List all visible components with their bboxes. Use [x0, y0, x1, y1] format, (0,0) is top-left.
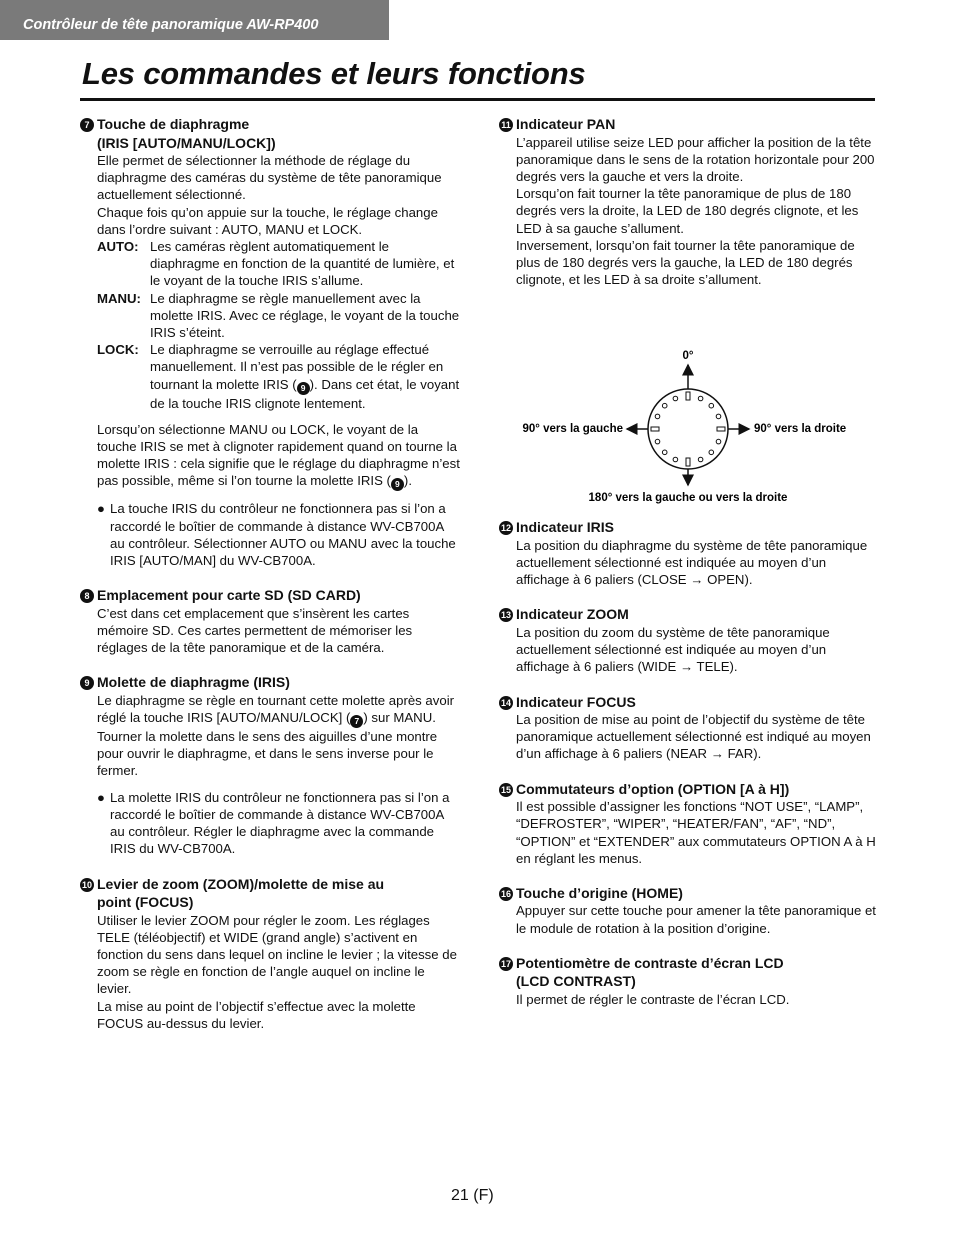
item-number-badge: 11 [499, 118, 513, 132]
heading-line-2: (LCD CONTRAST) [516, 973, 636, 990]
definition-manu [97, 290, 460, 342]
text-part: ) sur MANU. Tourner la molette dans le sens des aiguilles d’une montre pour ouvrir le diaphragme, et dans le sens inverse pour le fermer. [97, 710, 438, 779]
pan-led [662, 404, 667, 409]
text-part: Le diaphragme se règle en tournant cette molette après avoir réglé la touche IRIS [AUTO/MANU/LOCK] ( [97, 692, 455, 726]
reference-badge: 9 [297, 382, 310, 395]
heading-text: Indicateur FOCUS [516, 693, 636, 710]
paragraph [97, 692, 460, 780]
pan-led [651, 427, 659, 431]
bullet-text: La molette IRIS du contrôleur ne fonctionnera pas si l’on a raccordé le boîtier de commande à distance WV-CB700A au contrôleur. Régler le diaphragme avec la commande IRIS du WV-CB700A. [110, 789, 450, 857]
heading-text: Touche d’origine (HOME) [516, 884, 683, 901]
heading-line-2: point (FOCUS) [97, 894, 194, 910]
text-part: ). [403, 473, 412, 489]
pan-led [686, 392, 690, 400]
section-option-switches [499, 780, 879, 867]
item-number-badge: 14 [500, 697, 511, 708]
paragraph: La position de mise au point de l’objectif du système de tête panoramique actuellement sélectionné est indiqué au moyen d’un affichage à 6 paliers (NEAR → FAR). [516, 712, 871, 762]
paragraph: La position du diaphragme du système de tête panoramique actuellement sélectionné est indiquée au moyen d’un affichage à 6 paliers (CLOSE → OPEN). [516, 537, 868, 588]
definition-term: MANU: [97, 290, 141, 306]
paragraph: Appuyer sur cette touche pour amener la tête panoramique et le module de rotation à la position d’origine. [516, 903, 876, 936]
paragraph: Il est possible d’assigner les fonctions “NOT USE”, “LAMP”, “DEFROSTER”, “WIPER”, “HEATER/FAN”, “AF”, “ND”, “OPTION” et “EXTENDER” aux commutateurs OPTION A à H en réglant les menus. [516, 799, 876, 866]
pan-led [698, 458, 703, 463]
paragraph: Inversement, lorsqu’on fait tourner la tête panoramique de plus de 180 degrés vers la gauche, la LED de 180 degrés clignote, et les LED à sa droite s’allument. [516, 237, 855, 288]
section-heading [80, 586, 460, 605]
item-number-badge: 8 [80, 589, 94, 603]
text-part: Lorsqu’on sélectionne MANU ou LOCK, le voyant de la touche IRIS se met à clignoter rapidement quand on tourne la molette IRIS : cela signifie que le réglage du diaphragme n’est pas possible, même si l’on tourne la molette IRIS ( [97, 421, 460, 489]
bullet-dot: ● [97, 501, 105, 517]
heading-text: Indicateur ZOOM [516, 606, 629, 623]
heading-line-1: Levier de zoom (ZOOM)/molette de mise au [97, 875, 385, 892]
pan-led [717, 427, 725, 431]
paragraph [97, 421, 460, 492]
section-heading [499, 605, 879, 624]
section-pan-indicator [499, 115, 879, 288]
paragraph: La mise au point de l’objectif s’effectue avec la molette FOCUS au-dessus du levier. [97, 998, 416, 1031]
heading-text: Commutateurs d’option (OPTION [A à H]) [516, 780, 790, 797]
section-heading [80, 673, 460, 692]
item-number-badge: 12 [500, 523, 511, 534]
paragraph: La position du zoom du système de tête panoramique actuellement sélectionné est indiquée au moyen d’un affichage à 6 paliers (WIDE → TELE). [516, 624, 830, 675]
paragraph: Lorsqu’on fait tourner la tête panoramique de plus de 180 degrés vers la droite, la LED de 180 degrés clignote, et les LED à sa gauche s’allument. [516, 186, 859, 236]
pan-led [655, 414, 660, 419]
section-iris-indicator [499, 518, 879, 588]
pan-dial-circle [648, 389, 728, 469]
right-column [499, 115, 879, 1025]
reference-badge: 9 [391, 478, 404, 491]
heading-text: Molette de diaphragme (IRIS) [97, 674, 290, 691]
definition-lock [97, 341, 460, 412]
section-heading [499, 693, 879, 712]
heading-text: Emplacement pour carte SD (SD CARD) [97, 587, 361, 604]
section-iris-dial [80, 673, 460, 857]
bullet-dot: ● [97, 789, 105, 805]
section-zoom-focus [80, 875, 460, 1032]
definition-text: Les caméras règlent automatiquement le diaphragme en fonction de la quantité de lumière, et le voyant de la touche IRIS s’allume. [150, 239, 455, 289]
item-number-badge: 7 [80, 118, 94, 132]
definition-term: AUTO: [97, 239, 139, 255]
pan-led [716, 414, 721, 419]
section-heading [499, 954, 879, 991]
label-90-right: 90° vers la droite [754, 423, 847, 436]
pan-led-group [651, 392, 725, 466]
section-heading [499, 780, 879, 799]
pan-led [716, 440, 721, 445]
pan-led [655, 440, 660, 445]
paragraph: Utiliser le levier ZOOM pour régler le zoom. Les réglages TELE (téléobjectif) et WIDE (grand angle) s’activent en fonction du sens dans lequel on incline le levier ; la vitesse de zoom se règle en fonction de l’angle auquel on incline le levier. [97, 912, 457, 997]
bullet-note [80, 789, 460, 858]
section-home-button [499, 884, 879, 937]
reference-badge: 7 [350, 715, 363, 728]
label-90-left: 90° vers la gauche [522, 423, 623, 436]
text-part: Le diaphragme se verrouille au réglage effectué manuellement. Il n’est pas possible de le régler en tournant la molette IRIS ( [150, 342, 444, 392]
section-focus-indicator [499, 693, 879, 763]
page-title: Les commandes et leurs fonctions [82, 56, 586, 91]
pan-led [709, 404, 714, 409]
header-tab [0, 0, 389, 40]
bullet-note [80, 500, 460, 569]
paragraph: Elle permet de sélectionner la méthode de réglage du diaphragme des caméras du système de tête panoramique actuellement sélectionné. [97, 153, 442, 203]
title-rule [80, 98, 875, 101]
paragraph: Chaque fois qu’on appuie sur la touche, le réglage change dans l’ordre suivant : AUTO, MANU et LOCK. [97, 204, 438, 237]
section-heading [499, 518, 879, 537]
heading-text: Indicateur IRIS [516, 519, 615, 536]
section-zoom-indicator [499, 605, 879, 675]
item-number-badge: 16 [500, 888, 511, 899]
item-number-badge: 13 [500, 610, 511, 621]
page-number: 21 (F) [451, 1187, 494, 1204]
item-number-badge: 17 [500, 958, 511, 969]
item-number-badge: 15 [500, 784, 511, 795]
section-lcd-contrast [499, 954, 879, 1008]
definition-term: LOCK: [97, 342, 139, 358]
definition-text: Le diaphragme se règle manuellement avec la molette IRIS. Avec ce réglage, le voyant de la touche IRIS s’éteint. [150, 290, 460, 341]
item-number-badge: 10 [81, 879, 92, 890]
header-tab-label: Contrôleur de tête panoramique AW-RP400 [23, 17, 319, 33]
heading-text: Indicateur PAN [516, 116, 616, 132]
pan-led [673, 397, 678, 402]
left-column [80, 115, 460, 1049]
bullet-text: La touche IRIS du contrôleur ne fonctionnera pas si l’on a raccordé le boîtier de commande à distance WV-CB700A au contrôleur. Sélectionner AUTO ou MANU avec la touche IRIS [AUTO/MAN] du WV-CB700A. [110, 501, 456, 569]
heading-line-1: Touche de diaphragme [97, 116, 250, 132]
label-180: 180° vers la gauche ou vers la droite [588, 492, 788, 505]
pan-led [709, 450, 714, 455]
item-number-badge: 9 [80, 676, 94, 690]
pan-led [686, 458, 690, 466]
pan-indicator-diagram [499, 305, 879, 510]
heading-line-1: Potentiomètre de contraste d’écran LCD [516, 954, 784, 971]
section-heading [499, 884, 879, 903]
pan-led [698, 397, 703, 402]
pan-led [673, 458, 678, 463]
heading-line-2: (IRIS [AUTO/MANU/LOCK]) [97, 134, 276, 151]
section-heading [80, 875, 460, 912]
paragraph: C’est dans cet emplacement que s’insèrent les cartes mémoire SD. Ces cartes permettent de mémoriser les réglages de la tête panoramique et de la caméra. [97, 605, 413, 656]
definition-auto [97, 238, 460, 290]
text-part: ). Dans cet état, le voyant de la touche IRIS clignote lentement. [150, 376, 460, 411]
paragraph: Il permet de régler le contraste de l’écran LCD. [516, 991, 790, 1007]
section-sd-card [80, 586, 460, 656]
definition-text [150, 341, 460, 412]
section-heading [499, 115, 879, 134]
label-0: 0° [682, 350, 694, 363]
paragraph: L’appareil utilise seize LED pour afficher la position de la tête panoramique dans le sens de la rotation horizontale pour 200 degrés vers la gauche et vers la droite. [516, 134, 875, 184]
section-iris-button [80, 115, 460, 569]
section-heading [80, 115, 460, 152]
pan-diagram-svg [499, 305, 879, 510]
pan-led [662, 450, 667, 455]
